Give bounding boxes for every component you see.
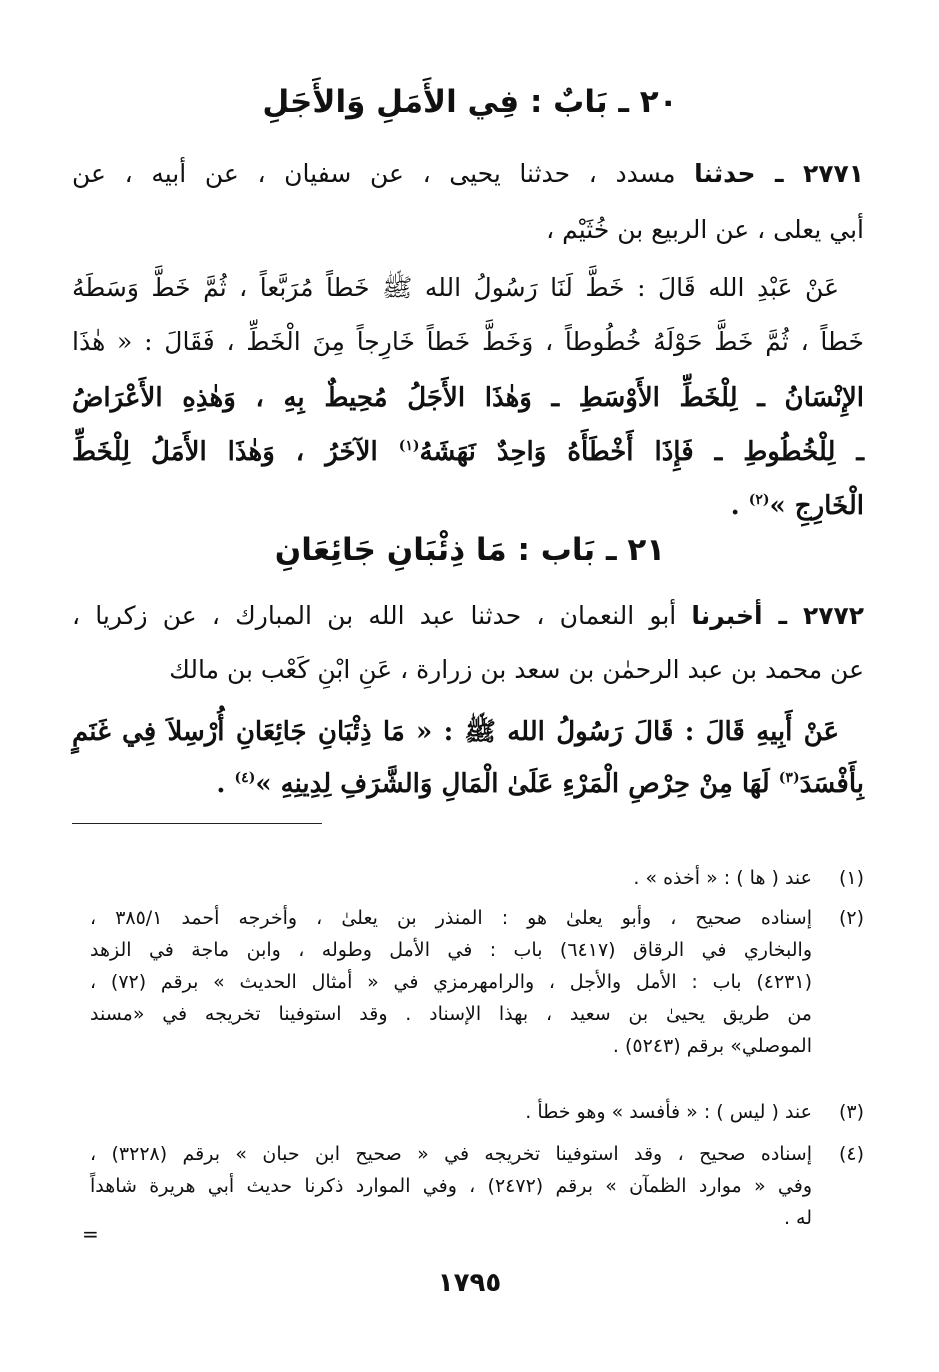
hadith-2771-matn-line-5 xyxy=(72,486,864,526)
footnote-3 xyxy=(90,1096,864,1128)
chapter-heading-21: ٢١ ـ بَاب : مَا ذِئْبَانِ جَائِعَانِ xyxy=(274,532,666,568)
footnote-2 xyxy=(90,902,864,1092)
hadith-2772-isnad-line-1 xyxy=(72,596,864,636)
matn-text: الآخَرُ ، وَهٰذَا الأَمَلُ لِلْخَطِّ xyxy=(72,437,378,467)
hadith-number: ٢٧٧١ ـ حدثنا xyxy=(694,159,865,188)
hadith-2771-isnad-line-1 xyxy=(72,154,864,194)
isnad-text: مسدد ، حدثنا يحيى ، عن سفيان ، عن أبيه ، عن xyxy=(72,159,676,188)
matn-text: . xyxy=(216,769,226,799)
footnote-1 xyxy=(90,862,864,894)
hadith-2772-matn-line-1: عَنْ أَبِيهِ قَالَ : قَالَ رَسُولُ الله ﷺ : « مَا ذِئْبَانِ جَائِعَانِ أُرْسِلاَ فِي غَنَمٍ xyxy=(72,717,839,747)
footnote-ref-3: (٣) xyxy=(778,770,800,786)
hadith-2771-matn-line-4 xyxy=(72,432,864,472)
hadith-2772-isnad-line-2: عن محمد بن عبد الرحمٰن بن سعد بن زرارة ، عَنِ ابْنِ كَعْب بن مالك xyxy=(169,655,864,684)
footnote-line: عند ( ليس ) : « فأفسد » وهو خطأ . xyxy=(525,1101,812,1123)
footnote-ref-4: (٤) xyxy=(234,770,256,786)
footnote-line: الموصلي» برقم (٥٢٤٣) . xyxy=(612,1035,812,1057)
footnote-ref-1: (١) xyxy=(398,438,420,454)
chapter-heading-20: ٢٠ ـ بَابٌ : فِي الأَمَلِ وَالأَجَلِ xyxy=(262,84,678,120)
footnote-line: من طريق يحيىٰ بن سعيد ، بهذا الإسناد . وقد استوفينا تخريجه في «مسند xyxy=(90,1003,812,1025)
footnote-line: عند ( ها ) : « أخذه » . xyxy=(633,867,812,889)
footnote-line: له . xyxy=(783,1207,812,1229)
isnad-text: أبو النعمان ، حدثنا عبد الله بن المبارك ، عن زكريا ، xyxy=(72,601,677,630)
footnote-number: (٤) xyxy=(838,1143,864,1165)
footnote-line: (٤٢٣١) باب : الأمل والأجل ، والرامهرمزي في « أمثال الحديث » برقم (٧٢) ، xyxy=(90,971,812,993)
hadith-number: ٢٧٧٢ ـ أخبرنا xyxy=(691,601,864,630)
footnote-ref-2: (٢) xyxy=(748,492,770,508)
footnote-number: (٣) xyxy=(838,1101,864,1123)
hadith-2771-matn-line-3: الإِنْسَانُ ـ لِلْخَطِّ الأَوْسَطِ ـ وَهٰذَا الأَجَلُ مُحِيطٌ بِهِ ، وَهٰذِهِ الأَعْرَاضُ xyxy=(72,383,864,413)
footnote-text xyxy=(90,902,812,1062)
footnote-separator xyxy=(72,823,322,824)
matn-text: الْخَارِجِ » xyxy=(769,491,864,521)
footnote-text xyxy=(90,1096,812,1128)
matn-text: . xyxy=(730,491,740,521)
matn-text: ـ لِلْخُطُوطِ ـ فَإِذَا أَخْطَأَهُ وَاحِدٌ نَهَشَهُ xyxy=(419,437,864,467)
footnote-line: وفي « موارد الظمآن » برقم (٢٤٧٢) ، وفي الموارد ذكرنا حديث أبي هريرة شاهداً xyxy=(90,1175,812,1197)
footnote-line: إسناده صحيح ، وقد استوفينا تخريجه في « صحيح ابن حبان » برقم (٣٢٢٨) ، xyxy=(90,1143,812,1165)
hadith-2771-matn-line-1: عَنْ عَبْدِ الله قَالَ : خَطَّ لَنَا رَسُولُ الله ﷺ خَطاً مُرَبَّعاً ، ثُمَّ خَطَّ وَسَطَهُ xyxy=(72,273,839,302)
footnote-number: (١) xyxy=(838,867,864,889)
hadith-2771-matn-line-2: خَطاً ، ثُمَّ خَطَّ حَوْلَهُ خُطُوطاً ، وَخَطَّ خَطاً خَارِجاً مِنَ الْخَطِّ ، فَقَالَ : « هٰذَا xyxy=(72,327,864,356)
hadith-2771-isnad-line-2: أبي يعلى ، عن الربيع بن خُثَيْم ، xyxy=(546,215,864,244)
footnote-4 xyxy=(90,1138,864,1248)
page-number: ١٧٩٥ xyxy=(437,1268,502,1298)
footnote-text xyxy=(90,862,812,894)
footnote-line: والبخاري في الرقاق (٦٤١٧) باب : في الأمل وطوله ، وابن ماجة في الزهد xyxy=(90,939,812,961)
hadith-2772-matn-line-2 xyxy=(72,764,864,804)
matn-text: لَهَا مِنْ حِرْصِ الْمَرْءِ عَلَىٰ الْمَالِ وَالشَّرَفِ لِدِينِهِ » xyxy=(255,769,770,799)
matn-text: بِأَفْسَدَ xyxy=(799,769,864,799)
footnote-text xyxy=(90,1138,812,1234)
footnote-line: إسناده صحيح ، وأبو يعلىٰ هو : المنذر بن يعلىٰ ، وأخرجه أحمد ٣٨٥/١ ، xyxy=(90,907,812,929)
footnote-number: (٢) xyxy=(838,907,864,929)
continuation-mark: = xyxy=(82,1222,99,1246)
